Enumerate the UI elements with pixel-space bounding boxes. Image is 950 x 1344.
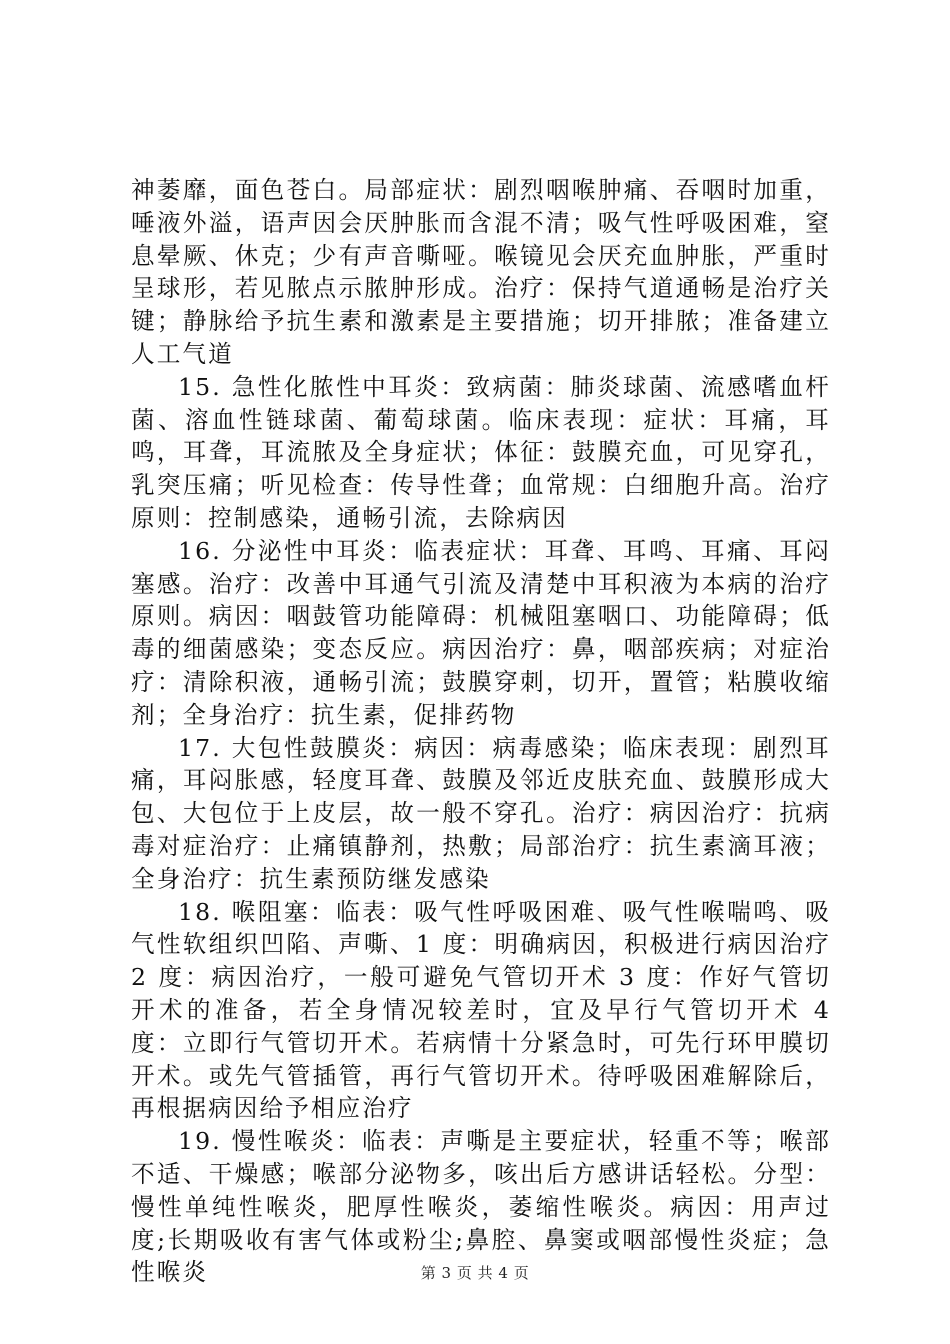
paragraph-item-15: 15. 急性化脓性中耳炎：致病菌：肺炎球菌、流感嗜血杆菌、溶血性链球菌、葡萄球菌。临床表现：症状：耳痛，耳鸣，耳聋，耳流脓及全身症状；体征：鼓膜充血，可见穿孔，乳突压痛；听见检查：传导性聋；血常规：白细胞升高。治疗原则：控制感染，通畅引流，去除病因 [131,372,831,532]
paragraph-item-17: 17. 大包性鼓膜炎：病因：病毒感染；临床表现：剧烈耳痛，耳闷胀感，轻度耳聋、鼓膜及邻近皮肤充血、鼓膜形成大包、大包位于上皮层，故一般不穿孔。治疗：病因治疗：抗病毒对症治疗：止痛镇静剂，热敷；局部治疗：抗生素滴耳液；全身治疗：抗生素预防继发感染 [131,733,831,893]
document-body [131,174,831,1289]
page-number-label: 第 3 页 共 4 页 [420,1264,530,1282]
page-footer [0,1263,950,1283]
paragraph-item-19: 19. 慢性喉炎：临表：声嘶是主要症状，轻重不等；喉部不适、干燥感；喉部分泌物多，咳出后方感讲话轻松。分型：慢性单纯性喉炎，肥厚性喉炎，萎缩性喉炎。病因：用声过度;长期吸收有害气体或粉尘;鼻腔、鼻窦或咽部慢性炎症；急性喉炎 [131,1127,831,1287]
paragraph-item-16: 16. 分泌性中耳炎：临表症状：耳聋、耳鸣、耳痛、耳闷塞感。治疗：改善中耳通气引流及清楚中耳积液为本病的治疗原则。病因：咽鼓管功能障碍：机械阻塞咽口、功能障碍；低毒的细菌感染；变态反应。病因治疗：鼻，咽部疾病；对症治疗：清除积液，通畅引流；鼓膜穿刺，切开，置管；粘膜收缩剂；全身治疗：抗生素，促排药物 [131,536,831,729]
paragraph-continuation: 神萎靡，面色苍白。局部症状：剧烈咽喉肿痛、吞咽时加重，唾液外溢，语声因会厌肿胀而含混不清；吸气性呼吸困难，窒息晕厥、休克；少有声音嘶哑。喉镜见会厌充血肿胀，严重时呈球形，若见脓点示脓肿形成。治疗：保持气道通畅是治疗关键；静脉给予抗生素和激素是主要措施；切开排脓；准备建立人工气道 [131,176,831,368]
paragraph-item-18: 18. 喉阻塞：临表：吸气性呼吸困难、吸气性喉喘鸣、吸气性软组织凹陷、声嘶、1 度：明确病因，积极进行病因治疗 2 度：病因治疗，一般可避免气管切开术 3 度：作好气管切开术的准备，若全身情况较差时，宜及早行气管切开术 4 度：立即行气管切开术。若病情十分紧急时，可先行环甲膜切开术。或先气管插管，再行气管切开术。待呼吸困难解除后，再根据病因给予相应治疗 [131,897,831,1123]
